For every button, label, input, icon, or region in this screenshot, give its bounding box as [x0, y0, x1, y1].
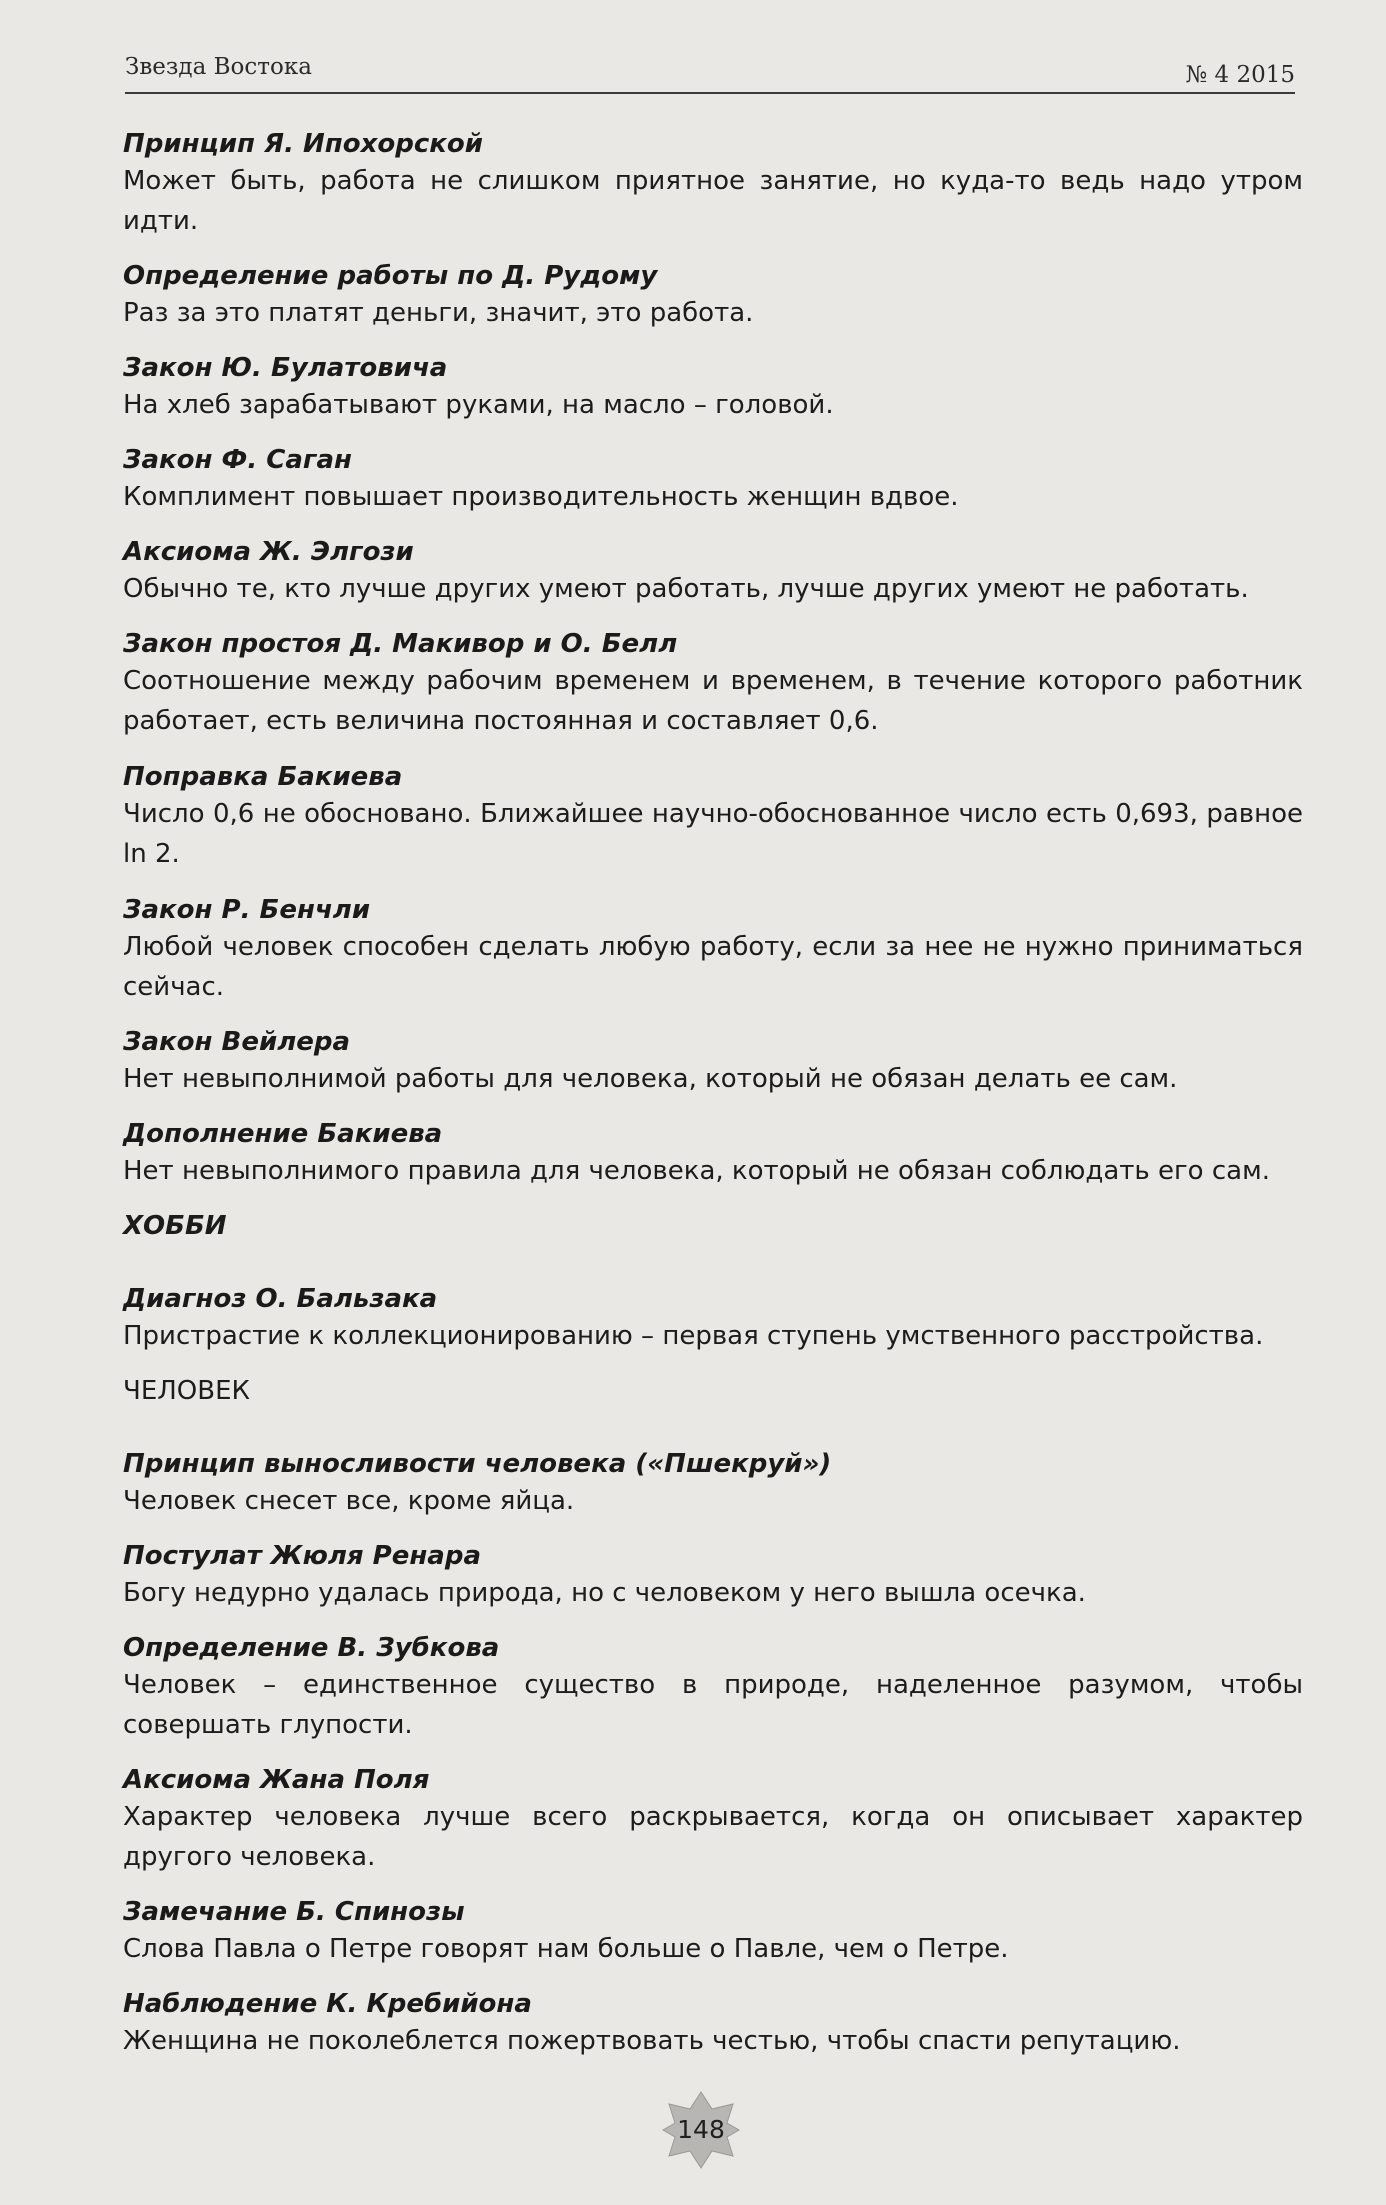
page-header: [125, 52, 1295, 94]
entry-title: Определение В. Зубкова: [123, 1633, 500, 1663]
entry-title: Принцип Я. Ипохорской: [123, 129, 483, 159]
entry: [123, 260, 1303, 333]
entry-text: Любой человек способен сделать любую работу, если за нее не нужно приниматься сейчас.: [123, 932, 1303, 1002]
entry: [123, 1764, 1303, 1877]
issue-number: № 4 2015: [1185, 62, 1295, 88]
entry-text: Обычно те, кто лучше других умеют работать, лучше других умеют не работать.: [123, 574, 1249, 604]
entry-title: Аксиома Жана Поля: [123, 1765, 430, 1795]
entry-title: Аксиома Ж. Элгози: [123, 537, 414, 567]
entry: [123, 1896, 1303, 1969]
entry: [123, 761, 1303, 874]
entry-text: Раз за это платят деньги, значит, это работа.: [123, 298, 754, 328]
entry: [123, 1448, 1303, 1521]
entry: [123, 1988, 1303, 2061]
entry-text: Нет невыполнимого правила для человека, который не обязан соблюдать его сам.: [123, 1156, 1270, 1186]
entry: [123, 894, 1303, 1007]
entry: [123, 1026, 1303, 1099]
page-number-badge: [661, 2090, 741, 2170]
entry-text: Пристрастие к коллекционированию – первая ступень умственного расстройства.: [123, 1321, 1264, 1351]
entry-title: Закон Ф. Саган: [123, 445, 352, 475]
entry-text: Слова Павла о Петре говорят нам больше о Павле, чем о Петре.: [123, 1934, 1009, 1964]
entry-title: Замечание Б. Спинозы: [123, 1897, 465, 1927]
entry-title: Закон Р. Бенчли: [123, 895, 371, 925]
entry: [123, 628, 1303, 741]
entry-title: Дополнение Бакиева: [123, 1119, 443, 1149]
section-heading-human: ЧЕЛОВЕК: [123, 1376, 250, 1406]
entry-title: Поправка Бакиева: [123, 762, 403, 792]
entry-text: Человек – единственное существо в природе, наделенное разумом, чтобы совершать глупости.: [123, 1670, 1303, 1740]
entry-title: Закон Вейлера: [123, 1027, 351, 1057]
section-heading-hobby: ХОББИ: [123, 1211, 227, 1241]
entry: [123, 1632, 1303, 1745]
entry-text: Нет невыполнимой работы для человека, который не обязан делать ее сам.: [123, 1064, 1178, 1094]
entry-title: Принцип выносливости человека («Пшекруй»): [123, 1449, 832, 1479]
entry: [123, 352, 1303, 425]
page-number: 148: [677, 2115, 725, 2144]
entry: [123, 536, 1303, 609]
entry-title: Наблюдение К. Кребийона: [123, 1989, 532, 2019]
entry: [123, 1540, 1303, 1613]
entry: [123, 1118, 1303, 1191]
entry: [123, 1283, 1303, 1356]
entry-text: Человек снесет все, кроме яйца.: [123, 1486, 575, 1516]
entry: [123, 444, 1303, 517]
entry-title: Определение работы по Д. Рудому: [123, 261, 658, 291]
page-content: [123, 128, 1303, 2080]
entry: [123, 128, 1303, 241]
entry-text: Комплимент повышает производительность женщин вдвое.: [123, 482, 959, 512]
entry-title: Закон Ю. Булатовича: [123, 353, 448, 383]
entry-title: Постулат Жюля Ренара: [123, 1541, 482, 1571]
entry-text: Женщина не поколеблется пожертвовать честью, чтобы спасти репутацию.: [123, 2026, 1181, 2056]
entry-title: Диагноз О. Бальзака: [123, 1284, 438, 1314]
entry-text: Число 0,6 не обосновано. Ближайшее научно-обоснованное число есть 0,693, равное ln 2.: [123, 799, 1303, 869]
entry-text: Богу недурно удалась природа, но с человеком у него вышла осечка.: [123, 1578, 1086, 1608]
entry-text: На хлеб зарабатывают руками, на масло – головой.: [123, 390, 834, 420]
entry-text: Характер человека лучше всего раскрывается, когда он описывает характер другого человека.: [123, 1802, 1303, 1872]
entry-text: Соотношение между рабочим временем и временем, в течение которого работник работает, есть величина постоянная и составляет 0,6.: [123, 666, 1303, 736]
journal-title: Звезда Востока: [125, 54, 312, 80]
entry-title: Закон простоя Д. Макивор и О. Белл: [123, 629, 678, 659]
entry-text: Может быть, работа не слишком приятное занятие, но куда-то ведь надо утром идти.: [123, 166, 1303, 236]
